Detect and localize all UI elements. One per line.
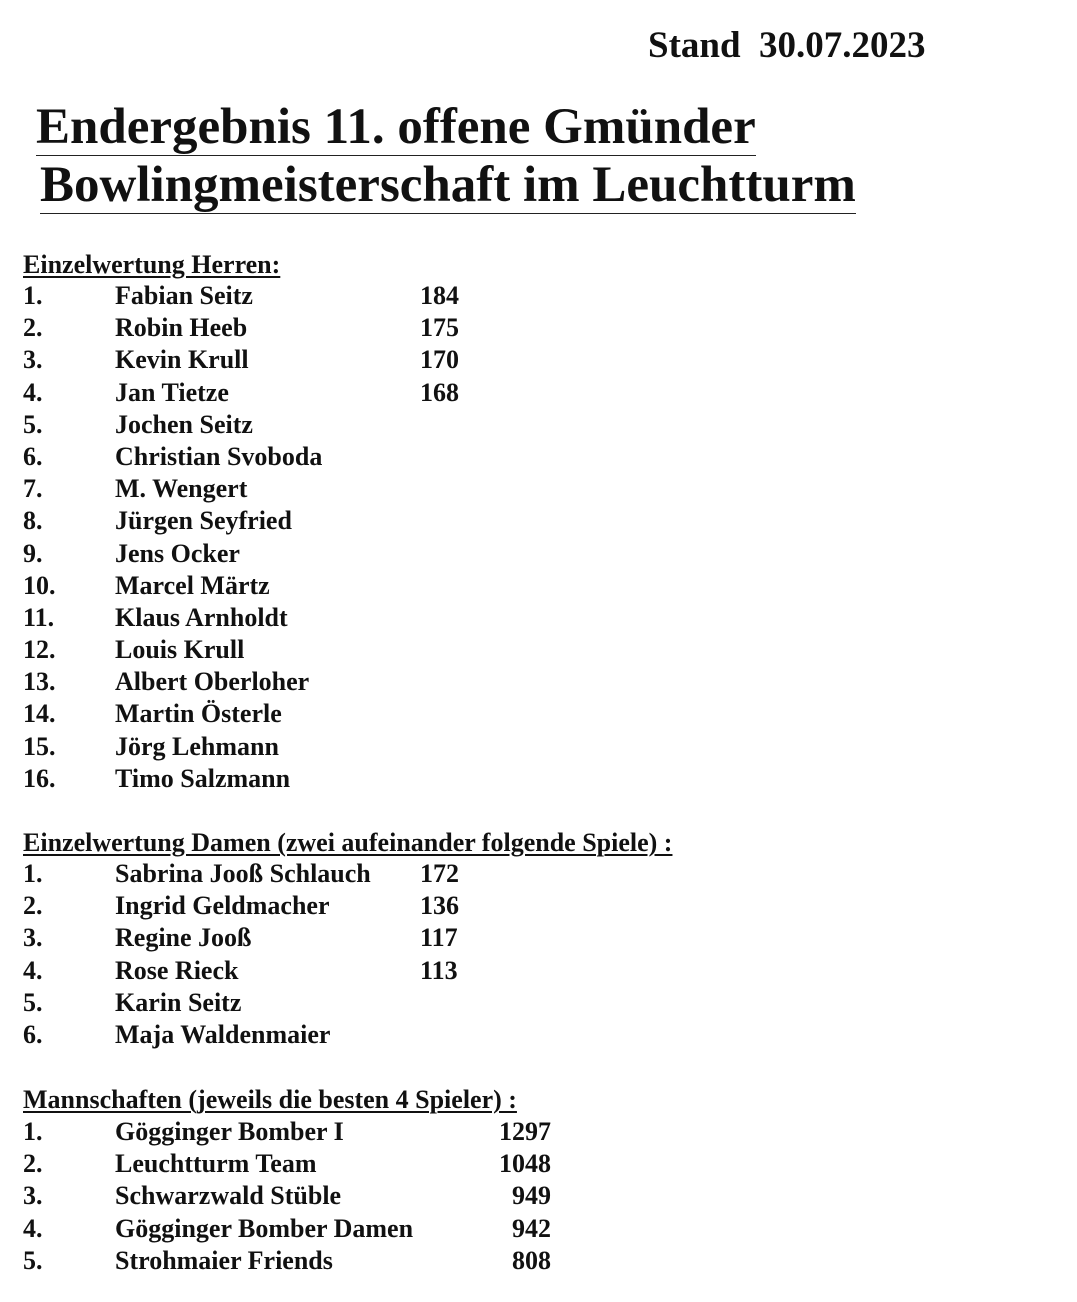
rank: 5. xyxy=(23,1245,43,1275)
player-name: Louis Krull xyxy=(115,635,245,665)
stand-date: Stand 30.07.2023 xyxy=(648,25,926,66)
rank: 5. xyxy=(23,409,43,439)
rank: 4. xyxy=(23,1213,43,1243)
player-name: Jens Ocker xyxy=(115,538,240,568)
player-name: Klaus Arnholdt xyxy=(115,602,288,632)
player-name: Marcel Märtz xyxy=(115,570,270,600)
score: 170 xyxy=(420,345,459,375)
score: 942 xyxy=(512,1213,551,1243)
rank: 1. xyxy=(23,281,43,310)
player-name: Jochen Seitz xyxy=(115,409,253,439)
rank: 15. xyxy=(23,731,56,761)
rank: 2. xyxy=(23,1149,43,1179)
rank: 2. xyxy=(23,313,43,343)
score: 1048 xyxy=(499,1149,551,1179)
rank: 1. xyxy=(23,859,43,888)
player-name: Martin Österle xyxy=(115,699,282,729)
rank: 8. xyxy=(23,506,43,536)
score: 949 xyxy=(512,1181,551,1211)
page-title-line-1: Endergebnis 11. offene Gmünder xyxy=(36,99,756,155)
rank: 10. xyxy=(23,570,56,600)
player-name: Regine Jooß xyxy=(115,923,252,953)
score: 168 xyxy=(420,377,459,407)
rank: 4. xyxy=(23,377,43,407)
rank: 3. xyxy=(23,923,43,953)
score: 175 xyxy=(420,313,459,343)
player-name: Gögginger Bomber I xyxy=(115,1117,344,1146)
player-name: Gögginger Bomber Damen xyxy=(115,1213,414,1243)
rank: 7. xyxy=(23,474,43,504)
score: 808 xyxy=(512,1245,551,1275)
player-name: Kevin Krull xyxy=(115,345,249,375)
player-name: Jörg Lehmann xyxy=(115,731,279,761)
rank: 6. xyxy=(23,441,43,471)
rank: 5. xyxy=(23,987,43,1017)
player-name: Rose Rieck xyxy=(115,955,239,985)
score: 136 xyxy=(420,891,459,921)
rank: 3. xyxy=(23,345,43,375)
rank: 9. xyxy=(23,538,43,568)
player-name: Karin Seitz xyxy=(115,987,242,1017)
player-name: Maja Waldenmaier xyxy=(115,1019,331,1049)
player-name: Fabian Seitz xyxy=(115,281,253,310)
player-name: Leuchtturm Team xyxy=(115,1149,317,1179)
rank: 13. xyxy=(23,667,56,697)
rank: 6. xyxy=(23,1019,43,1049)
mannschaften-heading: Mannschaften (jeweils die besten 4 Spieler) : xyxy=(23,1085,517,1114)
player-name: Christian Svoboda xyxy=(115,441,323,471)
score: 184 xyxy=(420,281,459,310)
player-name: Strohmaier Friends xyxy=(115,1245,333,1275)
rank: 1. xyxy=(23,1117,43,1146)
player-name: Ingrid Geldmacher xyxy=(115,891,330,921)
score: 1297 xyxy=(499,1117,551,1146)
rank: 11. xyxy=(23,602,55,632)
score: 117 xyxy=(420,923,458,953)
damen-heading: Einzelwertung Damen (zwei aufeinander folgende Spiele) : xyxy=(23,828,673,857)
player-name: Jürgen Seyfried xyxy=(115,506,292,536)
player-name: Timo Salzmann xyxy=(115,763,291,793)
player-name: Albert Oberloher xyxy=(115,667,310,697)
rank: 16. xyxy=(23,763,56,793)
rank: 12. xyxy=(23,635,56,665)
rank: 2. xyxy=(23,891,43,921)
score: 172 xyxy=(420,859,459,888)
score: 113 xyxy=(420,955,458,985)
player-name: Robin Heeb xyxy=(115,313,248,343)
rank: 14. xyxy=(23,699,56,729)
player-name: Sabrina Jooß Schlauch xyxy=(115,859,371,888)
player-name: Jan Tietze xyxy=(115,377,229,407)
rank: 3. xyxy=(23,1181,43,1211)
rank: 4. xyxy=(23,955,43,985)
player-name: Schwarzwald Stüble xyxy=(115,1181,342,1211)
page-title-line-2: Bowlingmeisterschaft im Leuchtturm xyxy=(40,157,856,213)
player-name: M. Wengert xyxy=(115,474,248,504)
herren-heading: Einzelwertung Herren: xyxy=(23,250,281,279)
